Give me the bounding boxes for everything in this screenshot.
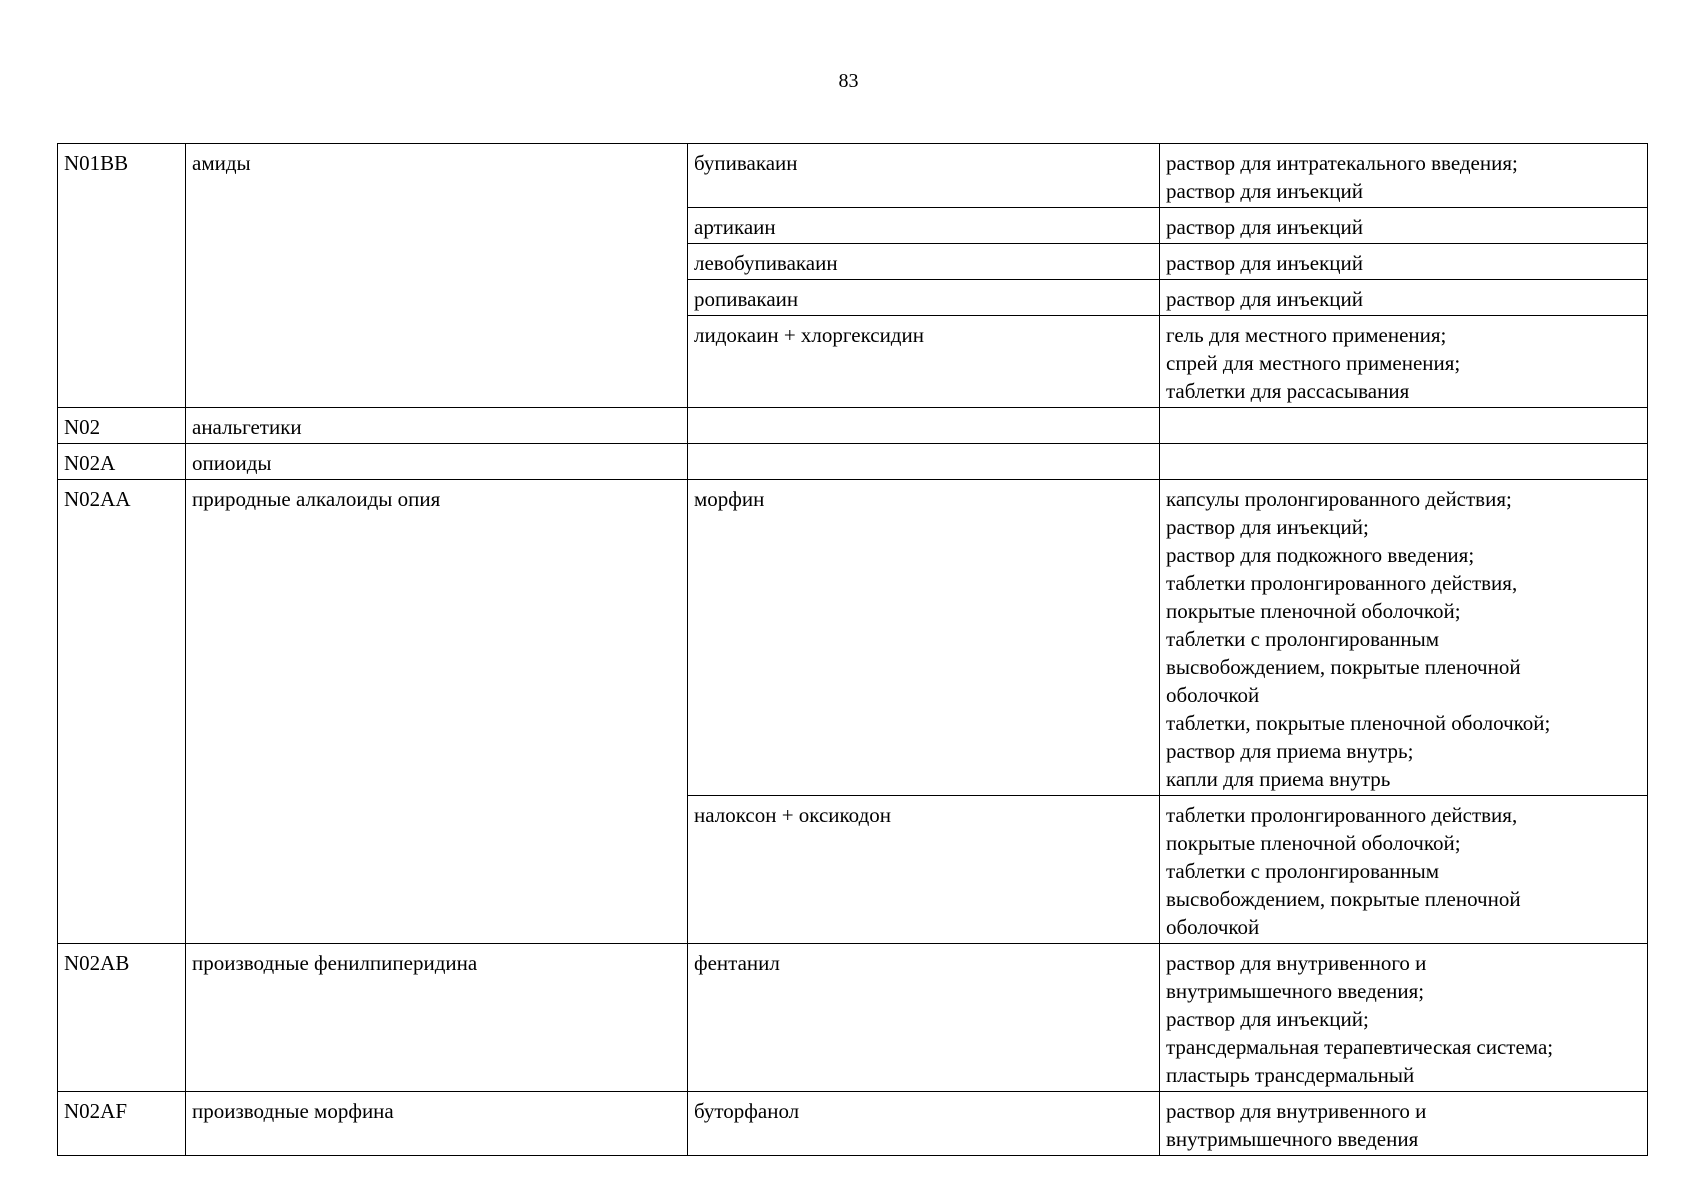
dosage-forms-cell bbox=[1160, 280, 1648, 316]
dosage-form-line: раствор для инъекций bbox=[1166, 215, 1363, 239]
dosage-forms-cell bbox=[1160, 244, 1648, 280]
dosage-form-line: раствор для инъекций bbox=[1166, 251, 1363, 275]
atc-code-cell: N02 bbox=[58, 408, 186, 444]
dosage-forms-cell bbox=[1160, 796, 1648, 944]
dosage-form-line: таблетки с пролонгированным bbox=[1166, 859, 1440, 883]
dosage-forms-cell bbox=[1160, 316, 1648, 408]
dosage-forms-cell bbox=[1160, 208, 1648, 244]
group-name-cell: анальгетики bbox=[186, 408, 688, 444]
table-row bbox=[58, 144, 1648, 208]
dosage-form-line: внутримышечного введения; bbox=[1166, 979, 1425, 1003]
dosage-form-line: капли для приема внутрь bbox=[1166, 767, 1391, 791]
dosage-form-line: пластырь трансдермальный bbox=[1166, 1063, 1415, 1087]
group-name-cell: природные алкалоиды опия bbox=[186, 480, 688, 944]
group-name-cell: производные фенилпиперидина bbox=[186, 944, 688, 1092]
dosage-forms-cell bbox=[1160, 408, 1648, 444]
dosage-form-line: трансдермальная терапевтическая система; bbox=[1166, 1035, 1554, 1059]
dosage-form-line: раствор для инъекций; bbox=[1166, 1007, 1369, 1031]
dosage-form-line: таблетки пролонгированного действия, bbox=[1166, 803, 1518, 827]
dosage-forms-cell bbox=[1160, 1092, 1648, 1156]
drug-name-cell: морфин bbox=[688, 480, 1160, 796]
dosage-form-line: раствор для приема внутрь; bbox=[1166, 739, 1414, 763]
dosage-form-line: раствор для внутривенного и bbox=[1166, 951, 1427, 975]
drug-name-cell: лидокаин + хлоргексидин bbox=[688, 316, 1160, 408]
drug-name-cell: ропивакаин bbox=[688, 280, 1160, 316]
table-row bbox=[58, 944, 1648, 1092]
table-row bbox=[58, 408, 1648, 444]
dosage-form-line: раствор для инъекций bbox=[1166, 179, 1363, 203]
drug-name-cell: левобупивакаин bbox=[688, 244, 1160, 280]
atc-code-cell: N01BB bbox=[58, 144, 186, 408]
drug-name-cell: налоксон + оксикодон bbox=[688, 796, 1160, 944]
dosage-forms-cell bbox=[1160, 944, 1648, 1092]
dosage-form-line: раствор для интратекального введения; bbox=[1166, 151, 1518, 175]
dosage-form-line: покрытые пленочной оболочкой; bbox=[1166, 599, 1461, 623]
drug-name-cell bbox=[688, 444, 1160, 480]
dosage-form-line: раствор для внутривенного и bbox=[1166, 1099, 1427, 1123]
dosage-form-line: гель для местного применения; bbox=[1166, 323, 1447, 347]
dosage-form-line: раствор для инъекций; bbox=[1166, 515, 1369, 539]
dosage-form-line: высвобождением, покрытые пленочной bbox=[1166, 655, 1521, 679]
dosage-forms-cell bbox=[1160, 480, 1648, 796]
dosage-form-line: таблетки с пролонгированным bbox=[1166, 627, 1440, 651]
dosage-forms-cell bbox=[1160, 444, 1648, 480]
dosage-form-line: высвобождением, покрытые пленочной bbox=[1166, 887, 1521, 911]
atc-code-cell: N02AB bbox=[58, 944, 186, 1092]
dosage-form-line: капсулы пролонгированного действия; bbox=[1166, 487, 1512, 511]
dosage-forms-cell bbox=[1160, 144, 1648, 208]
drug-name-cell: бупивакаин bbox=[688, 144, 1160, 208]
dosage-form-line: раствор для подкожного введения; bbox=[1166, 543, 1475, 567]
atc-code-cell: N02A bbox=[58, 444, 186, 480]
dosage-form-line: оболочкой bbox=[1166, 915, 1260, 939]
drug-name-cell: фентанил bbox=[688, 944, 1160, 1092]
drug-table bbox=[57, 143, 1648, 1156]
table-row bbox=[58, 444, 1648, 480]
drug-name-cell: артикаин bbox=[688, 208, 1160, 244]
dosage-form-line: раствор для инъекций bbox=[1166, 287, 1363, 311]
atc-code-cell: N02AF bbox=[58, 1092, 186, 1156]
dosage-form-line: таблетки пролонгированного действия, bbox=[1166, 571, 1518, 595]
table-row bbox=[58, 1092, 1648, 1156]
group-name-cell: производные морфина bbox=[186, 1092, 688, 1156]
group-name-cell: опиоиды bbox=[186, 444, 688, 480]
dosage-form-line: оболочкой bbox=[1166, 683, 1260, 707]
dosage-form-line: покрытые пленочной оболочкой; bbox=[1166, 831, 1461, 855]
drug-name-cell: буторфанол bbox=[688, 1092, 1160, 1156]
dosage-form-line: спрей для местного применения; bbox=[1166, 351, 1461, 375]
group-name-cell: амиды bbox=[186, 144, 688, 408]
page-number: 83 bbox=[838, 70, 859, 92]
table-row bbox=[58, 480, 1648, 796]
dosage-form-line: таблетки для рассасывания bbox=[1166, 379, 1410, 403]
drug-name-cell bbox=[688, 408, 1160, 444]
atc-code-cell: N02AA bbox=[58, 480, 186, 944]
dosage-form-line: таблетки, покрытые пленочной оболочкой; bbox=[1166, 711, 1551, 735]
dosage-form-line: внутримышечного введения bbox=[1166, 1127, 1419, 1151]
